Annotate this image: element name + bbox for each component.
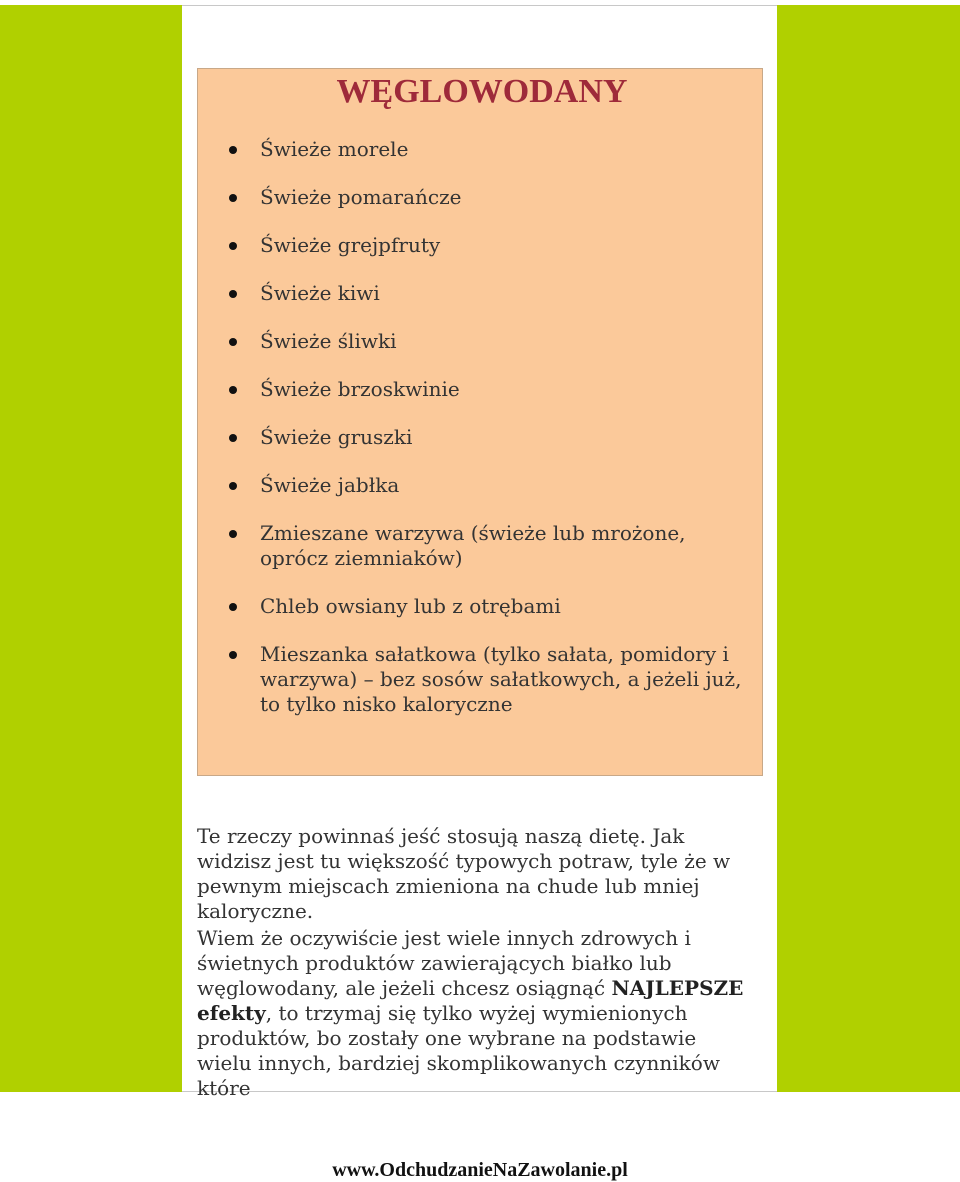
carbohydrates-box	[197, 68, 763, 776]
bullet-icon	[229, 603, 237, 611]
bullet-icon	[229, 651, 237, 659]
bullet-icon	[229, 434, 237, 442]
list-item-label: Zmieszane warzywa (świeże lub mrożone, oprócz ziemniaków)	[260, 521, 686, 570]
list-item-label: Świeże jabłka	[260, 473, 400, 497]
bullet-icon	[229, 290, 237, 298]
list-item	[260, 473, 750, 498]
list-item	[260, 521, 750, 571]
bullet-icon	[229, 482, 237, 490]
right-green-band	[777, 5, 960, 1092]
paragraph-best-effects	[197, 926, 757, 1101]
bullet-icon	[229, 386, 237, 394]
bullet-icon	[229, 194, 237, 202]
list-item	[260, 425, 750, 450]
list-item	[260, 594, 750, 619]
bullet-icon	[229, 530, 237, 538]
food-list	[260, 137, 750, 740]
list-item-label: Świeże brzoskwinie	[260, 377, 460, 401]
box-title: WĘGLOWODANY	[336, 73, 628, 110]
bullet-icon	[229, 338, 237, 346]
list-item	[260, 329, 750, 354]
paragraph-part-before: Wiem że oczywiście jest wiele innych zdrowych i świetnych produktów zawierających białko lub węglowodany, ale jeżeli chcesz osiągnąć	[197, 926, 691, 1000]
list-item-label: Świeże morele	[260, 137, 409, 161]
bullet-icon	[229, 242, 237, 250]
bullet-icon	[229, 146, 237, 154]
list-item	[260, 377, 750, 402]
list-item-label: Świeże pomarańcze	[260, 185, 462, 209]
list-item-label: Świeże kiwi	[260, 281, 380, 305]
list-item-label: Świeże gruszki	[260, 425, 413, 449]
paragraph-emphasis: NAJLEPSZE efekty	[197, 976, 744, 1025]
page-column	[182, 5, 777, 1100]
list-item-label: Mieszanka sałatkowa (tylko sałata, pomidory i warzywa) – bez sosów sałatkowych, a jeżeli już, to tylko nisko kaloryczne	[260, 642, 742, 716]
list-item-label: Świeże śliwki	[260, 329, 397, 353]
footer-website: www.OdchudzanieNaZawolanie.pl	[332, 1159, 628, 1181]
list-item	[260, 233, 750, 258]
paragraph-diet-note: Te rzeczy powinnaś jeść stosują naszą dietę. Jak widzisz jest tu większość typowych potraw, tyle że w pewnym miejscach zmieniona na chude lub mniej kaloryczne.	[197, 824, 731, 923]
list-item	[260, 642, 750, 717]
list-item	[260, 137, 750, 162]
paragraph-part-after: , to trzymaj się tylko wyżej wymienionych produktów, bo zostały one wybrane na podstawie wielu innych, bardziej skomplikowanych czynników które	[197, 1001, 720, 1100]
list-item-label: Chleb owsiany lub z otrębami	[260, 594, 561, 618]
left-green-band	[0, 5, 182, 1092]
list-item-label: Świeże grejpfruty	[260, 233, 441, 257]
list-item	[260, 185, 750, 210]
list-item	[260, 281, 750, 306]
